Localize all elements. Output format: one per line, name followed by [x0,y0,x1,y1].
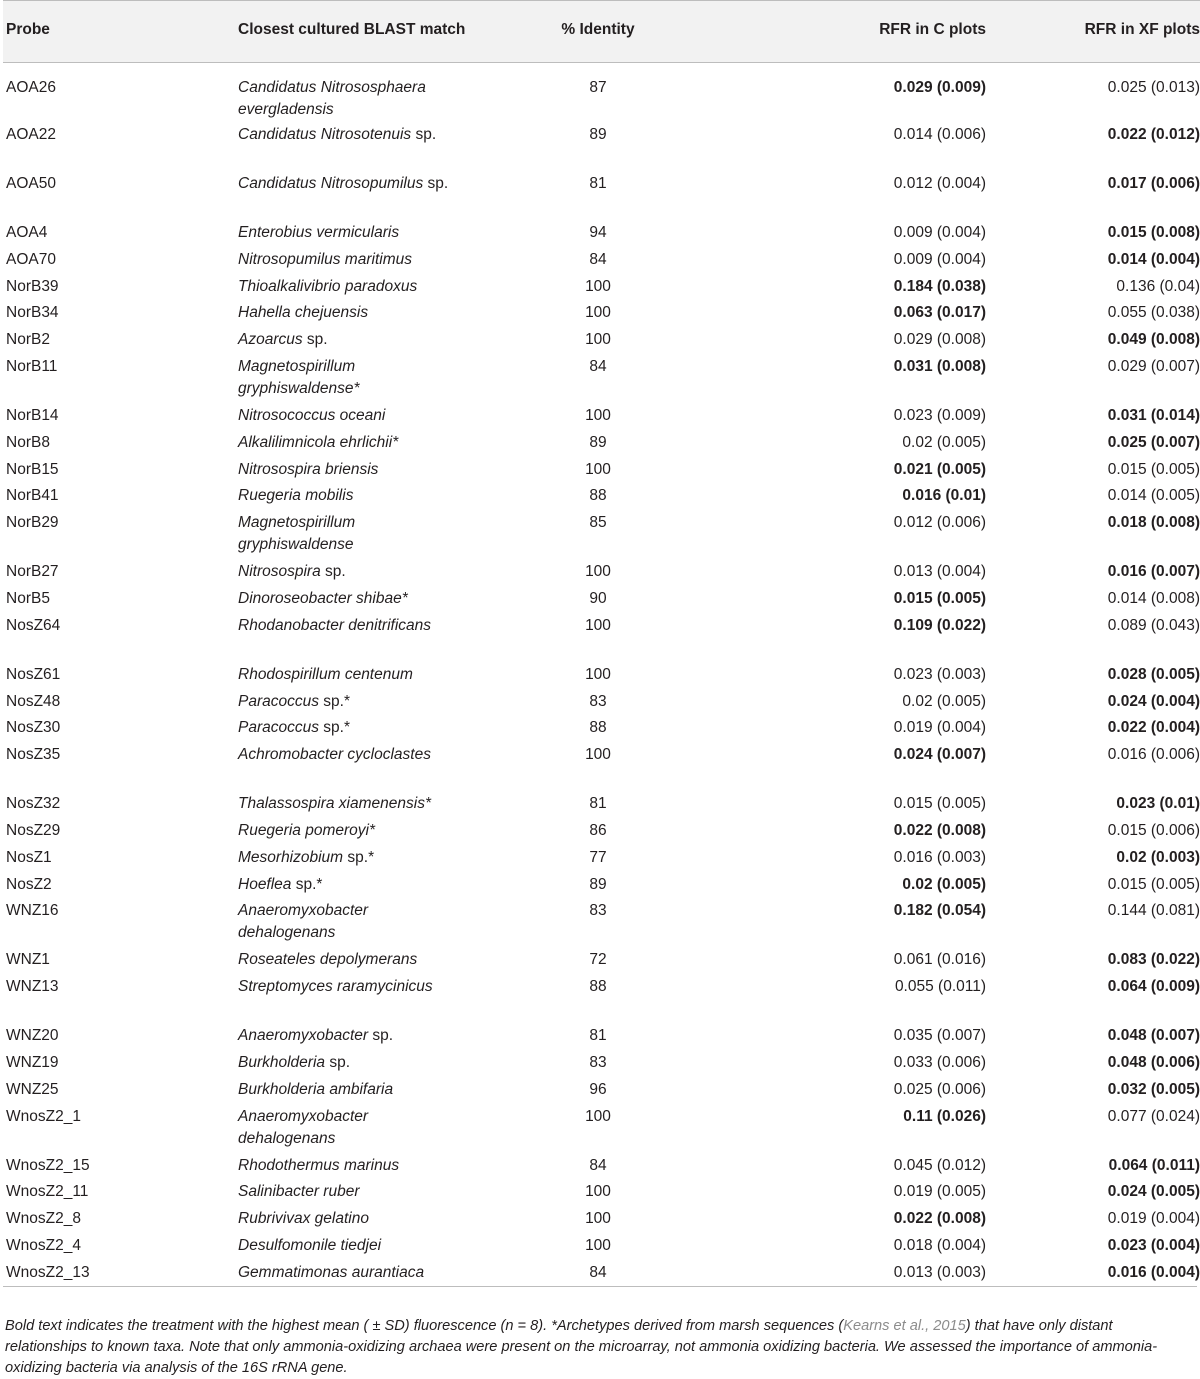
taxon-name: Nitrosospira briensis [238,460,379,478]
table-row [3,1259,1200,1286]
cell-blast-match [238,1022,538,1049]
taxon-name: Desulfomonile tiedjei [238,1236,382,1254]
cell-probe: AOA26 [6,79,56,96]
taxon-suffix: sp. [423,175,449,192]
cell-blast-match [238,1178,538,1205]
cell-blast-match [238,1152,538,1179]
cell-probe: WNZ1 [6,951,50,969]
taxon-name: Nitrosospira [238,563,321,581]
cell-blast-match [238,741,538,790]
table-row [3,817,1200,844]
cell-blast-match [238,63,538,122]
cell-probe: WnosZ2_1 [6,1107,81,1125]
cell-rfr-xf: 0.016 (0.007) [1107,563,1200,581]
cell-identity: 83 [589,692,607,710]
taxon-name: Enterobius vermicularis [238,224,400,241]
data-table [3,0,1200,1286]
cell-rfr-c: 0.015 (0.005) [893,795,986,813]
cell-blast-match [238,714,538,741]
cell-blast-match [238,790,538,817]
cell-probe: WnosZ2_4 [6,1236,81,1254]
table-row [3,402,1200,429]
table-row [3,1232,1200,1259]
cell-blast-match [238,402,538,429]
taxon-name: Burkholderia ambifaria [238,1080,394,1098]
table-row [3,509,1200,558]
cell-probe: NosZ64 [6,616,61,634]
taxon-name: Burkholderia [238,1053,326,1071]
cell-probe: WNZ16 [6,902,59,920]
taxon-name: Paracoccus [238,692,319,710]
taxon-name: Rhodospirillum centenum [238,665,413,683]
cell-identity: 81 [589,175,607,192]
cell-identity: 81 [589,1027,607,1045]
cell-blast-match [238,482,538,509]
cell-probe: NorB27 [6,563,59,581]
cell-rfr-xf: 0.144 (0.081) [1107,902,1200,920]
taxon-name: Candidatus Nitrosotenuis [238,126,412,143]
cell-rfr-c: 0.012 (0.006) [893,514,986,532]
cell-identity: 86 [589,821,607,839]
taxon-name: Paracoccus [238,719,319,737]
cell-probe: NosZ29 [6,821,61,839]
cell-identity: 100 [585,1183,611,1201]
table-row [3,1152,1200,1179]
table-row [3,946,1200,973]
cell-rfr-xf: 0.055 (0.038) [1107,304,1200,322]
table-row [3,456,1200,483]
cell-blast-match [238,273,538,300]
cell-rfr-xf: 0.014 (0.004) [1107,250,1200,268]
cell-blast-match [238,817,538,844]
taxon-name: Salinibacter ruber [238,1183,360,1201]
cell-rfr-c: 0.023 (0.009) [893,406,986,424]
table-row [3,170,1200,219]
cell-rfr-xf: 0.015 (0.006) [1107,821,1200,839]
cell-identity: 84 [589,1263,607,1281]
header-identity: % Identity [561,21,635,38]
cell-blast-match [238,326,538,353]
taxon-suffix: sp.* [318,719,350,737]
taxon-name: Thioalkalivibrio paradoxus [238,277,418,295]
cell-probe: AOA70 [6,250,56,268]
taxon-name: Nitrosococcus oceani [238,406,386,424]
cell-blast-match [238,946,538,973]
cell-blast-match [238,456,538,483]
cell-rfr-c: 0.016 (0.003) [893,848,986,866]
cell-probe: NorB11 [6,357,58,375]
footnote-text-2: ) that have only distant relationships to known taxa. Note that only ammonia-oxidizing archaea were present on the microarray, not ammonia oxidizing bacteria. We assessed the importance of ammonia-oxidizing bacteria via analysis of the 16S rRNA gene. [5,1318,1158,1376]
cell-rfr-c: 0.021 (0.005) [893,460,986,478]
cell-rfr-c: 0.012 (0.004) [893,175,986,192]
table-row [3,299,1200,326]
cell-rfr-c: 0.045 (0.012) [893,1156,986,1174]
cell-probe: NorB34 [6,304,59,322]
cell-probe: NorB2 [6,331,50,349]
cell-rfr-c: 0.063 (0.017) [893,304,986,322]
cell-rfr-xf: 0.032 (0.005) [1107,1080,1200,1098]
cell-identity: 100 [585,563,611,581]
cell-identity: 88 [589,978,607,996]
cell-rfr-xf: 0.022 (0.012) [1107,126,1200,143]
cell-identity: 100 [585,1236,611,1254]
cell-rfr-c: 0.009 (0.004) [893,250,986,268]
cell-rfr-c: 0.182 (0.054) [893,902,986,920]
taxon-suffix: sp.* [291,875,323,893]
table-row [3,1022,1200,1049]
table-row [3,741,1200,790]
cell-rfr-xf: 0.02 (0.003) [1116,848,1200,866]
cell-identity: 89 [589,875,607,893]
cell-rfr-xf: 0.025 (0.013) [1107,79,1200,96]
cell-probe: WNZ20 [6,1027,59,1045]
cell-blast-match [238,170,538,219]
cell-probe: AOA22 [6,126,56,143]
cell-rfr-c: 0.184 (0.038) [893,277,986,295]
table-row [3,353,1200,402]
cell-rfr-c: 0.11 (0.026) [903,1107,986,1125]
cell-blast-match [238,585,538,612]
table-row [3,844,1200,871]
cell-blast-match [238,429,538,456]
cell-rfr-xf: 0.077 (0.024) [1107,1107,1200,1125]
cell-rfr-c: 0.016 (0.01) [902,487,986,505]
cell-rfr-c: 0.019 (0.004) [893,719,986,737]
cell-identity: 90 [589,589,607,607]
taxon-name: Dinoroseobacter shibae* [238,589,408,607]
cell-blast-match [238,1232,538,1259]
cell-rfr-c: 0.02 (0.005) [902,875,986,893]
cell-blast-match [238,688,538,715]
cell-identity: 96 [589,1080,607,1098]
header-blast-match: Closest cultured BLAST match [238,21,466,38]
taxon-name: Anaeromyxobacter dehalogenans [238,1107,369,1147]
taxon-name: Anaeromyxobacter [238,1027,369,1045]
table-row [3,273,1200,300]
taxon-name: Roseateles depolymerans [238,951,418,969]
table-row [3,688,1200,715]
cell-identity: 81 [589,795,607,813]
footnote-text-1: Bold text indicates the treatment with the highest mean ( ± SD) fluorescence (n = 8). *Archetypes derived from marsh sequences ( [5,1318,844,1334]
cell-blast-match [238,1259,538,1286]
table-row [3,897,1200,946]
cell-rfr-c: 0.025 (0.006) [893,1080,986,1098]
table-bottom-rule [3,1286,1197,1287]
cell-rfr-c: 0.033 (0.006) [893,1053,986,1071]
table-row [3,714,1200,741]
table-row [3,1049,1200,1076]
table-row [3,871,1200,898]
table-row [3,661,1200,688]
taxon-suffix: sp. [411,126,437,143]
cell-probe: NorB15 [6,460,59,478]
cell-rfr-xf: 0.023 (0.01) [1116,795,1200,813]
cell-rfr-c: 0.061 (0.016) [893,951,986,969]
cell-probe: NorB5 [6,589,50,607]
cell-rfr-xf: 0.016 (0.006) [1107,746,1200,764]
cell-rfr-c: 0.035 (0.007) [893,1027,986,1045]
cell-identity: 77 [589,848,607,866]
cell-identity: 100 [585,1107,611,1125]
table-row [3,63,1200,122]
taxon-name: Hahella chejuensis [238,304,369,322]
cell-rfr-c: 0.029 (0.009) [893,79,986,96]
cell-rfr-xf: 0.136 (0.04) [1116,277,1200,295]
table-row [3,973,1200,1022]
table-row [3,121,1200,170]
table-row [3,429,1200,456]
cell-probe: NosZ30 [6,719,61,737]
cell-blast-match [238,871,538,898]
cell-rfr-c: 0.013 (0.003) [893,1263,986,1281]
cell-rfr-c: 0.022 (0.008) [893,1210,986,1228]
taxon-suffix: sp. [368,1027,394,1045]
cell-identity: 84 [589,357,607,375]
cell-identity: 85 [589,514,607,532]
cell-blast-match [238,121,538,170]
header-probe: Probe [6,21,50,38]
cell-rfr-c: 0.014 (0.006) [893,126,986,143]
cell-probe: WNZ19 [6,1053,59,1071]
taxon-name: Rhodanobacter denitrificans [238,616,432,634]
table-row [3,219,1200,246]
cell-identity: 88 [589,719,607,737]
table-row [3,246,1200,273]
taxon-name: Rhodothermus marinus [238,1156,400,1174]
cell-identity: 72 [589,951,607,969]
table-row [3,790,1200,817]
cell-blast-match [238,844,538,871]
footnote-reference-link[interactable]: Kearns et al., 2015 [843,1318,966,1334]
cell-rfr-xf: 0.028 (0.005) [1107,665,1200,683]
cell-blast-match [238,1076,538,1103]
cell-rfr-xf: 0.024 (0.004) [1107,692,1200,710]
taxon-name: Thalassospira xiamenensis* [238,795,431,813]
cell-identity: 84 [589,1156,607,1174]
cell-identity: 89 [589,126,607,143]
cell-rfr-c: 0.024 (0.007) [893,746,986,764]
taxon-suffix: sp. [302,331,328,349]
cell-identity: 100 [585,746,611,764]
cell-identity: 100 [585,304,611,322]
cell-identity: 94 [589,224,607,241]
cell-blast-match [238,897,538,946]
cell-rfr-xf: 0.016 (0.004) [1107,1263,1200,1281]
taxon-name: Azoarcus [238,331,303,349]
taxon-name: Alkalilimnicola ehrlichii* [238,433,399,451]
table-row [3,1076,1200,1103]
header-rfr-xf: RFR in XF plots [1084,21,1200,38]
cell-rfr-c: 0.109 (0.022) [893,616,986,634]
cell-identity: 100 [585,406,611,424]
cell-blast-match [238,661,538,688]
cell-blast-match [238,219,538,246]
cell-rfr-xf: 0.049 (0.008) [1107,331,1200,349]
cell-probe: AOA50 [6,175,56,192]
taxon-suffix: sp.* [343,848,375,866]
taxon-name: Ruegeria mobilis [238,487,354,505]
cell-rfr-xf: 0.064 (0.011) [1108,1156,1200,1174]
table-row [3,585,1200,612]
cell-rfr-xf: 0.089 (0.043) [1107,616,1200,634]
table-footnote [5,1316,1195,1379]
taxon-name: Candidatus Nitrosopumilus [238,175,424,192]
cell-identity: 100 [585,1210,611,1228]
cell-probe: NosZ2 [6,875,52,893]
taxon-name: Gemmatimonas aurantiaca [238,1263,425,1281]
cell-rfr-xf: 0.014 (0.008) [1107,589,1200,607]
cell-blast-match [238,558,538,585]
table-row [3,1205,1200,1232]
table-row [3,558,1200,585]
cell-rfr-c: 0.02 (0.005) [902,433,986,451]
taxon-name: Candidatus Nitrososphaera evergladensis [238,79,426,118]
cell-probe: WnosZ2_15 [6,1156,90,1174]
cell-probe: WnosZ2_13 [6,1263,90,1281]
cell-identity: 87 [589,79,607,96]
taxon-suffix: sp. [320,563,346,581]
cell-rfr-xf: 0.064 (0.009) [1107,978,1200,996]
cell-blast-match [238,973,538,1022]
cell-identity: 100 [585,616,611,634]
cell-blast-match [238,509,538,558]
cell-rfr-xf: 0.024 (0.005) [1107,1183,1200,1201]
cell-probe: NosZ1 [6,848,52,866]
cell-rfr-xf: 0.015 (0.005) [1107,460,1200,478]
cell-rfr-c: 0.015 (0.005) [893,589,986,607]
cell-rfr-xf: 0.017 (0.006) [1107,175,1200,192]
cell-rfr-c: 0.031 (0.008) [893,357,986,375]
taxon-name: Magnetospirillum gryphiswaldense [238,514,356,554]
cell-probe: WnosZ2_8 [6,1210,81,1228]
cell-rfr-c: 0.02 (0.005) [902,692,986,710]
cell-probe: NorB39 [6,277,59,295]
table-header [3,1,1200,63]
cell-rfr-c: 0.055 (0.011) [894,978,986,996]
cell-rfr-xf: 0.022 (0.004) [1107,719,1200,737]
cell-probe: NosZ32 [6,795,61,813]
cell-blast-match [238,612,538,661]
cell-identity: 83 [589,1053,607,1071]
cell-rfr-c: 0.029 (0.008) [893,331,986,349]
taxon-name: Rubrivivax gelatino [238,1210,369,1228]
cell-probe: NorB8 [6,433,50,451]
cell-probe: WNZ13 [6,978,59,996]
cell-rfr-xf: 0.048 (0.007) [1107,1027,1200,1045]
cell-blast-match [238,246,538,273]
cell-identity: 84 [589,250,607,268]
cell-blast-match [238,1103,538,1152]
taxon-name: Mesorhizobium [238,848,344,866]
cell-probe: NosZ48 [6,692,61,710]
table-row [3,1178,1200,1205]
cell-rfr-xf: 0.014 (0.005) [1107,487,1200,505]
cell-probe: WNZ25 [6,1080,59,1098]
table-body [3,63,1200,1286]
cell-rfr-xf: 0.019 (0.004) [1107,1210,1200,1228]
cell-probe: NorB29 [6,514,59,532]
taxon-name: Streptomyces raramycinicus [238,978,433,996]
cell-rfr-c: 0.022 (0.008) [893,821,986,839]
cell-probe: NosZ35 [6,746,61,764]
cell-probe: NosZ61 [6,665,61,683]
taxon-name: Hoeflea [238,875,292,893]
cell-rfr-c: 0.023 (0.003) [893,665,986,683]
header-rfr-c: RFR in C plots [879,21,986,38]
taxon-name: Ruegeria pomeroyi* [238,821,375,839]
cell-rfr-xf: 0.048 (0.006) [1107,1053,1200,1071]
cell-rfr-xf: 0.015 (0.005) [1107,875,1200,893]
table-row [3,612,1200,661]
cell-probe: NorB41 [6,487,59,505]
cell-identity: 100 [585,665,611,683]
cell-identity: 100 [585,460,611,478]
cell-rfr-c: 0.009 (0.004) [893,224,986,241]
cell-rfr-xf: 0.015 (0.008) [1107,224,1200,241]
cell-blast-match [238,1049,538,1076]
taxon-name: Magnetospirillum gryphiswaldense* [238,357,360,397]
taxon-suffix: sp. [325,1053,351,1071]
cell-identity: 88 [589,487,607,505]
table-row [3,326,1200,353]
cell-probe: NorB14 [6,406,59,424]
cell-rfr-xf: 0.031 (0.014) [1107,406,1200,424]
taxon-name: Achromobacter cycloclastes [238,746,431,764]
cell-rfr-c: 0.013 (0.004) [893,563,986,581]
taxon-suffix: sp.* [318,692,350,710]
taxon-name: Nitrosopumilus maritimus [238,250,412,268]
header-row [3,1,1200,63]
cell-blast-match [238,353,538,402]
cell-identity: 100 [585,277,611,295]
taxon-name: Anaeromyxobacter dehalogenans [238,902,369,942]
cell-rfr-c: 0.018 (0.004) [893,1236,986,1254]
cell-blast-match [238,299,538,326]
cell-probe: AOA4 [6,224,48,241]
table-row [3,482,1200,509]
cell-rfr-xf: 0.029 (0.007) [1107,357,1200,375]
cell-rfr-xf: 0.023 (0.004) [1107,1236,1200,1254]
cell-rfr-xf: 0.018 (0.008) [1107,514,1200,532]
cell-probe: WnosZ2_11 [6,1183,89,1201]
table-row [3,1103,1200,1152]
cell-rfr-xf: 0.083 (0.022) [1107,951,1200,969]
cell-identity: 100 [585,331,611,349]
cell-rfr-xf: 0.025 (0.007) [1107,433,1200,451]
cell-rfr-c: 0.019 (0.005) [893,1183,986,1201]
cell-blast-match [238,1205,538,1232]
cell-identity: 83 [589,902,607,920]
cell-identity: 89 [589,433,607,451]
